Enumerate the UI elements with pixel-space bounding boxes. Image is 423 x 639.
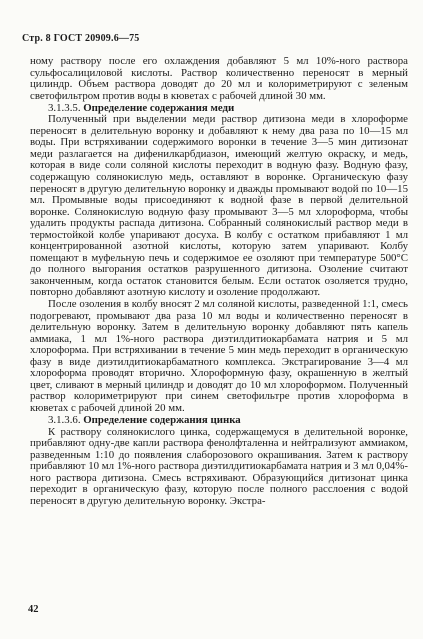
section-heading-zinc [30,415,408,427]
paragraph-copper-extraction: Полученный при выделении меди раствор дитизона меди в хлороформе переносят в делительную воронку и добавляют к нему два раза по 10—15 мл воды. При встряхивании содержимого воронки в течение 3—5 мин дитизонат меди разлагается на дифенилкарбдиазон, имеющий желтую окраску, и медь, которая в виде соли соляной кислоты переходит в водную фазу. Водную фазу, содержащую солянокислую медь, оставляют в воронке. Органическую фазу переносят в другую делительную воронку и дважды промывают водой по 10—15 мл. Промывные воды присоединяют к водной фазе в первой делительной воронке. Солянокислую водную фазу промывают 3—5 мл хлороформа, чтобы удалить продукты распада дитизона. Собранный солянокислый раствор меди в термостойкой колбе упаривают досуха. В колбу с остатком прибавляют 1 мл концентрированной азотной кислоты, которую затем упаривают. Колбу помещают в муфельную печь и содержимое ее озоляют при температуре 500°С до полного выгорания остатков разрушенного дитизона. Озоление считают законченным, когда остаток становится белым. Если остаток озоляется трудно, повторно добавляют азотную кислоту и озоление продолжают. [30,113,408,299]
section-number: 3.1.3.6. [48,413,81,426]
page-number: 42 [28,604,39,615]
document-body [30,56,408,507]
section-title: Определение содержания цинка [83,413,241,426]
paragraph-copper-colorimetry: После озоления в колбу вносят 2 мл соляной кислоты, разведенной 1:1, смесь подогревают, промывают два раза 10 мл воды и количественно переносят в делительную воронку. Затем в делительную воронку добавляют пять капель аммиака, 1 мл 1%-ного раствора диэтилдитиокарбамата натрия и 5 мл хлороформа. При встряхивании в течение 5 мин медь переходит в органическую фазу в виде диэтилдитиокарбаматного комплекса. Экстрагирование 3—4 мл хлороформа проводят вторично. Хлороформную фазу, окрашенную в желтый цвет, сливают в мерный цилиндр и доводят до 10 мл хлороформом. Полученный раствор колориметрируют при синем светофильтре против хлороформа в кюветах с рабочей длиной 20 мм. [30,297,408,414]
section-number: 3.1.3.5. [48,101,81,114]
section-title: Определение содержания меди [83,101,235,114]
paragraph-continuation: ному раствору после его охлаждения добавляют 5 мл 10%-ного раствора сульфосалициловой кислоты. Раствор количественно переносят в мерный цилиндр. Объем раствора доводят до 20 мл и колориметрируют с зеленым светофильтром против воды в кюветах с рабочей длиной 30 мм. [30,55,408,102]
page-header: Стр. 8 ГОСТ 20909.6—75 [22,33,140,44]
paragraph-zinc: К раствору солянокислого цинка, содержащемуся в делительной воронке, прибавляют одну-две капли раствора фенолфталенна и нейтрализуют аммиаком, разведенным 1:10 до появления слаборозового окрашивания. Затем к раствору прибавляют 10 мл 1%-ного раствора диэтилдитиокарбамата натрия и 3 мл 0,04%-ного раствора дитизона. Смесь встряхивают. Образующийся дитизонат цинка переходит в органическую фазу, которую после полного расслоения с водой переносят в другую делительную воронку. Экстра- [30,425,408,507]
